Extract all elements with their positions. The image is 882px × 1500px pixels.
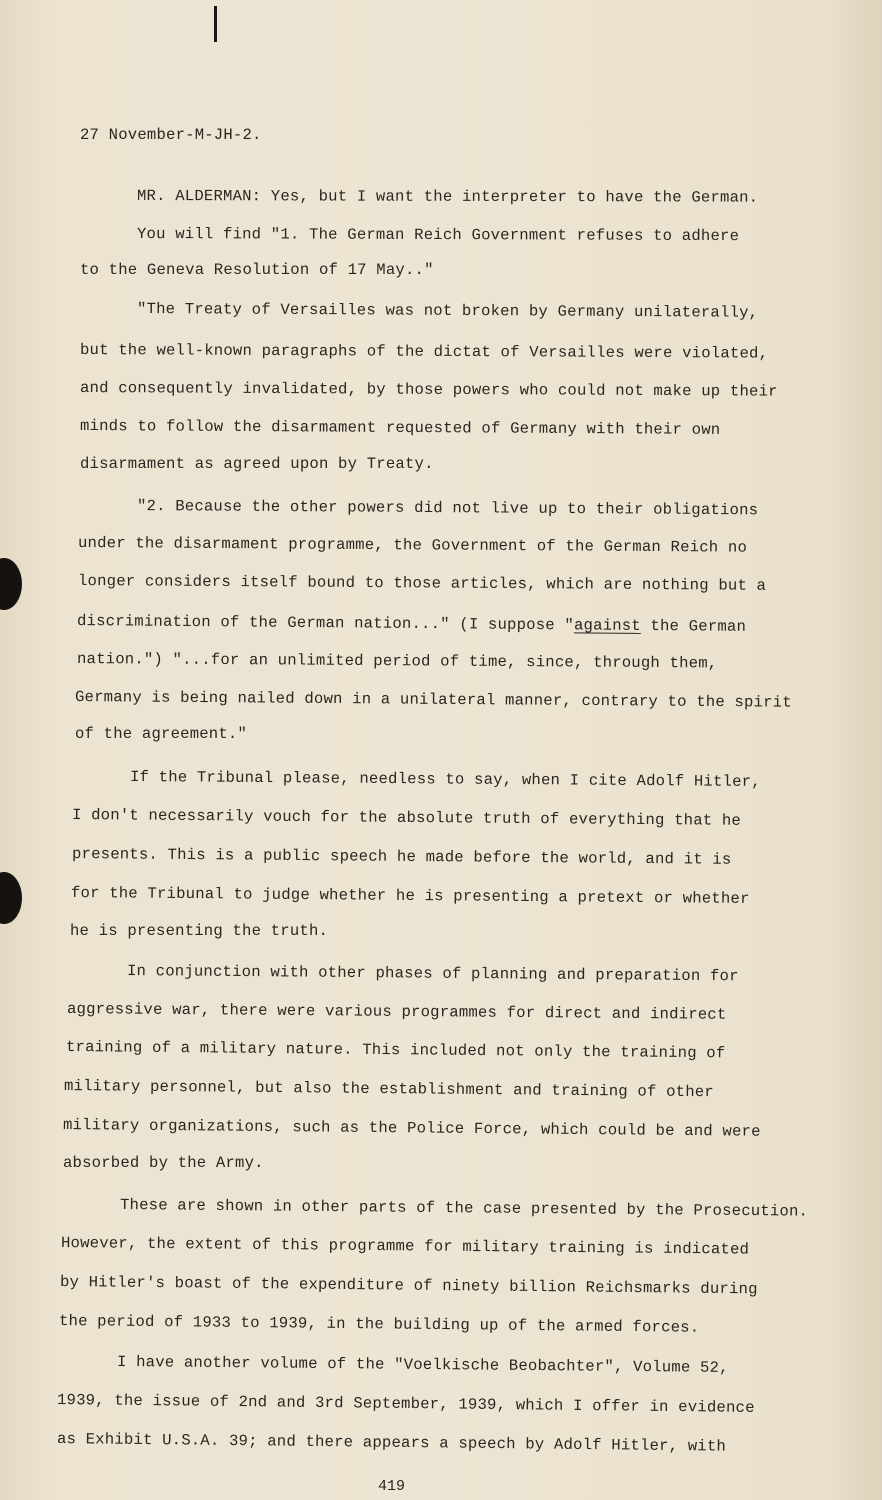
text-line: aggressive war, there were various programmes for direct and indirect xyxy=(66,1000,727,1024)
text-segment: discrimination of the German nation..." (I suppose " xyxy=(76,612,575,635)
text-line: presents. This is a public speech he made before the world, and it is xyxy=(71,845,732,869)
text-line: "The Treaty of Versailles was not broken by Germany unilaterally, xyxy=(136,300,759,322)
text-line: These are shown in other parts of the case presented by the Prosecution. xyxy=(119,1196,809,1221)
page-number: 419 xyxy=(378,1478,406,1495)
margin-mark xyxy=(214,6,217,42)
punch-hole-bottom xyxy=(0,872,22,924)
text-line: If the Tribunal please, needless to say, when I cite Adolf Hitler, xyxy=(129,768,761,791)
text-segment: the German xyxy=(640,616,747,636)
document-reference: 27 November-M-JH-2. xyxy=(80,126,262,144)
underlined-word: against xyxy=(573,616,641,635)
text-line: longer considers itself bound to those articles, which are nothing but a xyxy=(77,572,767,595)
text-line xyxy=(77,612,746,636)
text-line: nation.") "...for an unlimited period of time, since, through them, xyxy=(76,650,718,673)
text-line: minds to follow the disarmament requested of Germany with their own xyxy=(79,417,721,439)
text-line: I have another volume of the "Voelkische Beobachter", Volume 52, xyxy=(116,1353,729,1377)
text-line: the period of 1933 to 1939, in the building up of the armed forces. xyxy=(58,1312,700,1337)
text-line: for the Tribunal to judge whether he is presenting a pretext or whether xyxy=(70,884,750,908)
text-line: under the disarmament programme, the Government of the German Reich no xyxy=(77,534,748,557)
text-line: of the agreement." xyxy=(75,725,248,743)
punch-hole-top xyxy=(0,558,22,610)
text-line: MR. ALDERMAN: Yes, but I want the interpreter to have the German. xyxy=(136,187,759,207)
text-line: However, the extent of this programme for military training is indicated xyxy=(60,1234,750,1259)
text-line: "2. Because the other powers did not live up to their obligations xyxy=(136,497,759,520)
text-line: training of a military nature. This included not only the training of xyxy=(65,1038,726,1063)
text-line: disarmament as agreed upon by Treaty. xyxy=(80,455,434,473)
text-line: to the Geneva Resolution of 17 May.." xyxy=(80,261,434,279)
text-line: as Exhibit U.S.A. 39; and there appears a speech by Adolf Hitler, with xyxy=(56,1430,727,1456)
text-line: but the well-known paragraphs of the dictat of Versailles were violated, xyxy=(79,341,769,363)
text-line: military organizations, such as the Police Force, which could be and were xyxy=(62,1116,761,1141)
text-line: You will find "1. The German Reich Government refuses to adhere xyxy=(136,225,740,246)
text-line: Germany is being nailed down in a unilateral manner, contrary to the spirit xyxy=(74,688,792,712)
text-line: 1939, the issue of 2nd and 3rd September, 1939, which I offer in evidence xyxy=(56,1391,755,1417)
text-line: absorbed by the Army. xyxy=(63,1154,264,1172)
text-line: In conjunction with other phases of planning and preparation for xyxy=(126,962,739,986)
text-line: and consequently invalidated, by those powers who could not make up their xyxy=(79,379,778,401)
text-line: by Hitler's boast of the expenditure of ninety billion Reichsmarks during xyxy=(59,1273,758,1299)
text-line: he is presenting the truth. xyxy=(70,922,329,940)
text-line: military personnel, but also the establishment and training of other xyxy=(63,1077,714,1102)
text-line: I don't necessarily vouch for the absolute truth of everything that he xyxy=(71,806,742,830)
